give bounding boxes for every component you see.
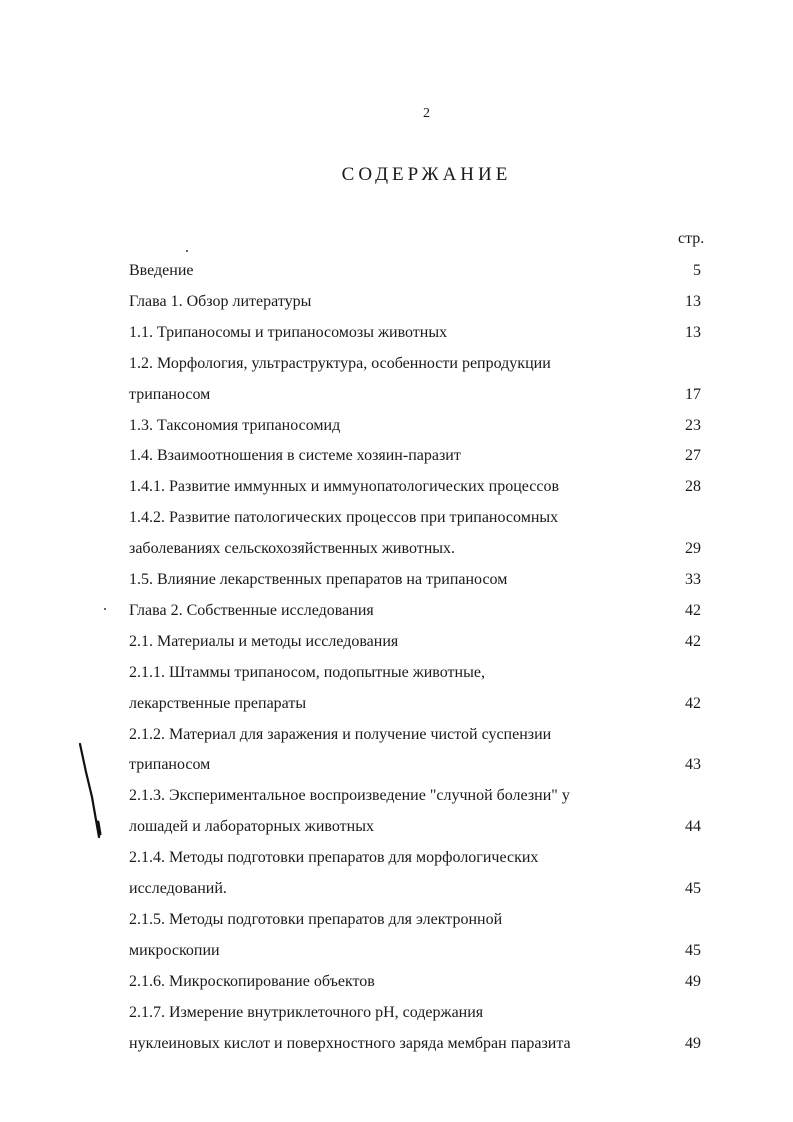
toc-entry-title: лошадей и лабораторных животных xyxy=(129,818,374,836)
toc-entry-page: 28 xyxy=(685,478,701,496)
scan-speck xyxy=(186,250,188,252)
toc-entry-page: 43 xyxy=(685,756,701,774)
toc-entry-page: 5 xyxy=(693,262,701,279)
toc-entry-title: 1.2. Морфология, ультраструктура, особенности репродукции xyxy=(129,354,551,372)
toc-entry-title: заболеваниях сельскохозяйственных животных. xyxy=(129,540,456,558)
toc-entry-title: нуклеиновых кислот и поверхностного заряда мембран паразита xyxy=(129,1034,571,1052)
toc-entry-page: 49 xyxy=(685,1034,701,1052)
toc-entry-page: 23 xyxy=(685,416,701,434)
toc-entry-title: 1.4.2. Развитие патологических процессов при трипаносомных xyxy=(129,509,559,527)
toc-entry-page: 42 xyxy=(685,632,701,650)
toc-entry-title: 2.1.5. Методы подготовки препаратов для электронной xyxy=(129,910,503,928)
toc-entry-title: 2.1.2. Материал для заражения и получение чистой суспензии xyxy=(129,725,552,743)
toc-entry-page: 44 xyxy=(685,818,701,836)
toc-entry-page: 42 xyxy=(685,601,701,619)
toc-entry-title: 2.1.1. Штаммы трипаносом, подопытные животные, xyxy=(129,663,485,681)
page-title: СОДЕРЖАНИЕ xyxy=(341,164,512,185)
toc-entry-title: микроскопии xyxy=(129,941,220,959)
toc-entry-title: 2.1.3. Экспериментальное воспроизведение "случной болезни" у xyxy=(129,787,570,805)
toc-entry-title: трипаносом xyxy=(129,756,211,774)
toc-entry-title: лекарственные препараты xyxy=(129,694,307,712)
toc-entry-title: Введение xyxy=(129,262,194,279)
toc-entry-title: 1.3. Таксономия трипаносомид xyxy=(129,416,341,434)
toc-entry-title: исследований. xyxy=(129,880,227,897)
toc-entry-page: 29 xyxy=(685,540,701,558)
toc-entry-page: 45 xyxy=(685,880,701,897)
toc-entry-title: Глава 1. Обзор литературы xyxy=(129,292,312,310)
toc-entry-title: 2.1.6. Микроскопирование объектов xyxy=(129,972,375,990)
toc-entry-title: 2.1.7. Измерение внутриклеточного pH, содержания xyxy=(129,1003,484,1021)
toc-entry-page: 33 xyxy=(685,571,701,588)
toc-entry-title: 1.4. Взаимоотношения в системе хозяин-паразит xyxy=(129,447,461,465)
toc-entry-page: 42 xyxy=(685,694,701,712)
scan-speck xyxy=(104,608,106,610)
page-number: 2 xyxy=(423,106,430,121)
toc-entry-title: 2.1.4. Методы подготовки препаратов для морфологических xyxy=(129,849,539,867)
toc-entry-title: Глава 2. Собственные исследования xyxy=(129,601,374,619)
toc-entry-page: 45 xyxy=(685,941,701,959)
margin-pen-mark xyxy=(78,742,108,852)
toc-entry-page: 27 xyxy=(685,447,701,465)
toc-entry-title: 1.5. Влияние лекарственных препаратов на трипаносом xyxy=(129,571,508,588)
toc-entry-page: 13 xyxy=(685,292,701,310)
toc-entry-title: 1.1. Трипаносомы и трипаносомозы животных xyxy=(129,323,448,341)
toc-entry-page: 17 xyxy=(685,385,701,403)
toc-entry-page: 49 xyxy=(685,972,701,990)
toc-entry-page: 13 xyxy=(685,323,701,341)
toc-entry-title: 2.1. Материалы и методы исследования xyxy=(129,632,399,650)
toc-entry-title: трипаносом xyxy=(129,385,211,403)
toc-entry-title: 1.4.1. Развитие иммунных и иммунопатологических процессов xyxy=(129,478,560,496)
page-column-header: стр. xyxy=(678,230,705,247)
